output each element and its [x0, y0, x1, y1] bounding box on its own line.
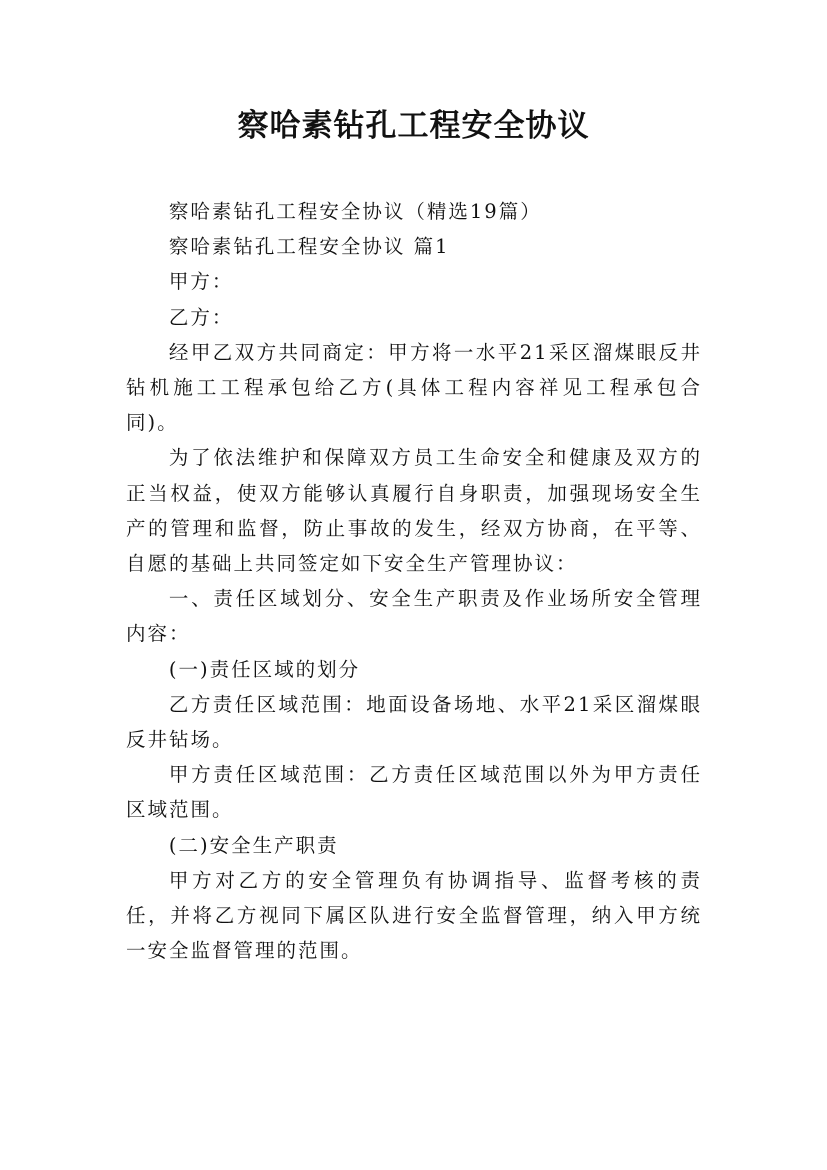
paragraph-collection-title: 察哈素钻孔工程安全协议（精选19篇） [168, 200, 542, 223]
paragraph-party-a-area: 甲方责任区域范围：乙方责任区域范围以外为甲方责任区域范围。 [126, 763, 702, 822]
document-body [126, 194, 702, 968]
paragraph-subclause-area: (一)责任区域的划分 [168, 657, 361, 681]
paragraph-purpose: 为了依法维护和保障双方员工生命安全和健康及双方的正当权益，使双方能够认真履行自身职责，加强现场安全生产的管理和监督，防止事故的发生，经双方协商，在平等、自愿的基础上共同签定如下安全生产管理协议： [126, 446, 702, 576]
paragraph-subclause-duties: (二)安全生产职责 [168, 833, 339, 857]
paragraph-clause-one: 一、责任区域划分、安全生产职责及作业场所安全管理内容： [126, 587, 702, 646]
paragraph-party-b: 乙方： [168, 305, 234, 329]
paragraph-party-a-duties: 甲方对乙方的安全管理负有协调指导、监督考核的责任，并将乙方视同下属区队进行安全监督管理，纳入甲方统一安全监督管理的范围。 [126, 868, 702, 963]
paragraph-party-b-area: 乙方责任区域范围：地面设备场地、水平21采区溜煤眼反井钻场。 [126, 692, 702, 752]
paragraph-section-heading: 察哈素钻孔工程安全协议 篇1 [168, 235, 450, 259]
document-title: 察哈素钻孔工程安全协议 [237, 108, 590, 144]
paragraph-party-a: 甲方： [168, 270, 234, 294]
paragraph-agreement-intro: 经甲乙双方共同商定：甲方将一水平21采区溜煤眼反井钻机施工工程承包给乙方(具体工程内容祥见工程承包合同)。 [126, 340, 702, 435]
